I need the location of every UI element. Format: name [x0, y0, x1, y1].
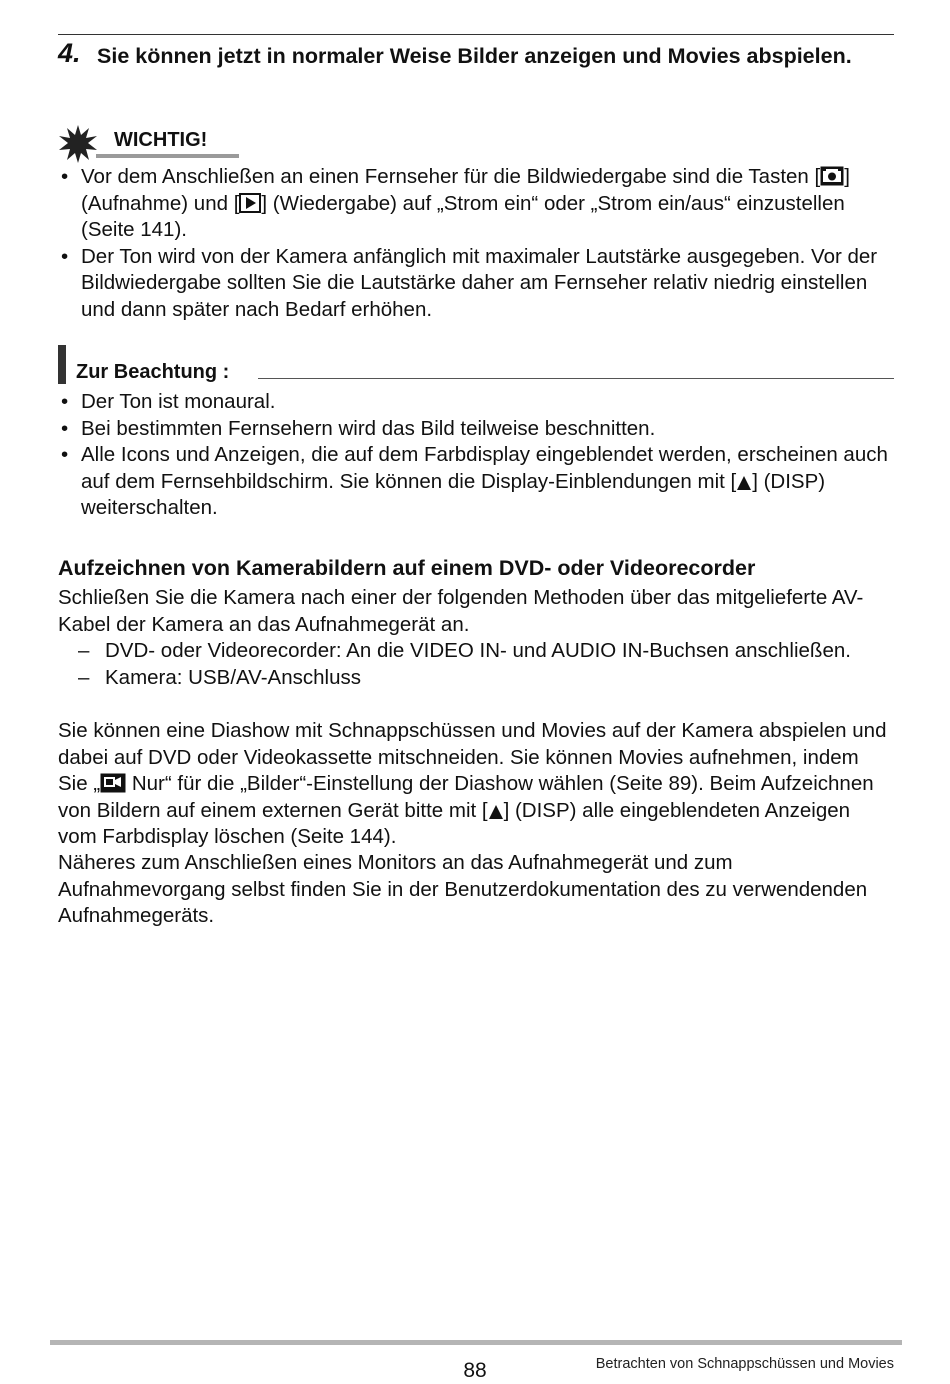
note-rule — [258, 378, 894, 379]
top-rule — [58, 34, 894, 35]
note-marker-bar — [58, 345, 66, 384]
footer-chapter-title: Betrachten von Schnappschüssen und Movies — [595, 1356, 894, 1372]
step-number: 4. — [58, 38, 81, 68]
step-heading: Sie können jetzt in normaler Weise Bilder anzeigen und Movies abspielen. — [97, 44, 852, 68]
play-icon — [239, 193, 261, 213]
up-triangle-icon — [736, 475, 752, 491]
up-triangle-icon — [488, 804, 504, 820]
section-paragraph: Schließen Sie die Kamera nach einer der folgenden Methoden über das mitgelieferte AV-Kabel der Kamera an das Aufnahmegerät an. — [58, 586, 864, 636]
list-item: – Kamera: USB/AV-Anschluss — [78, 665, 888, 692]
list-item: • Alle Icons und Anzeigen, die auf dem Farbdisplay eingeblendet werden, erscheinen auch auf dem Fernsehbildschirm. Sie können die Display-Einblendungen mit [ ] (DISP) weiterschalten. — [58, 442, 894, 522]
section-heading: Aufzeichnen von Kamerabildern auf einem DVD- oder Videorecorder — [58, 556, 756, 580]
list-item: • Bei bestimmten Fernsehern wird das Bild teilweise beschnitten. — [58, 416, 894, 443]
list-item: • Vor dem Anschließen an einen Fernseher für die Bildwiedergabe sind die Tasten [ ] (Aufnahme) und [ ] (Wiedergabe) auf „Strom ein“ oder „Strom ein/aus“ einzustellen (Seite 141). — [58, 164, 894, 244]
list-item: • Der Ton wird von der Kamera anfänglich mit maximaler Lautstärke ausgegeben. Vor der Bildwiedergabe sollten Sie die Lautstärke daher am Fernseher relativ niedrig einstellen und dann später nach Bedarf erhöhen. — [58, 244, 894, 324]
important-label: WICHTIG! — [114, 129, 208, 151]
movie-icon — [100, 773, 126, 793]
page-number: 88 — [463, 1359, 487, 1382]
footer-rule — [50, 1340, 902, 1345]
section-paragraph: Näheres zum Anschließen eines Monitors an das Aufnahmegerät und zum Aufnahmevorgang selbst finden Sie in der Benutzerdokumentation des zu verwendenden Aufnahmegeräts. — [58, 851, 868, 927]
camera-icon — [820, 166, 844, 186]
note-list — [58, 389, 894, 522]
section-paragraph: Sie können eine Diashow mit Schnappschüssen und Movies auf der Kamera abspielen und dabei auf DVD oder Videokassette mitschneiden. Sie können Movies aufnehmen, indem Sie „ Nur“ für die „Bilder“-Einstellung der Diashow wählen (Seite 89). Beim Aufzeichnen von Bildern auf einem externen Gerät bitte mit [ ] (DISP) alle eingeblendeten Anzeigen vom Farbdisplay löschen (Seite 144). — [58, 719, 887, 848]
list-item: • Der Ton ist monaural. — [58, 389, 894, 416]
important-underline — [96, 154, 239, 158]
important-list — [58, 164, 894, 323]
list-item: – DVD- oder Videorecorder: An die VIDEO IN- und AUDIO IN-Buchsen anschließen. — [78, 638, 888, 665]
warning-burst-icon — [58, 124, 98, 164]
note-label: Zur Beachtung : — [76, 361, 230, 383]
connection-list — [78, 638, 888, 691]
